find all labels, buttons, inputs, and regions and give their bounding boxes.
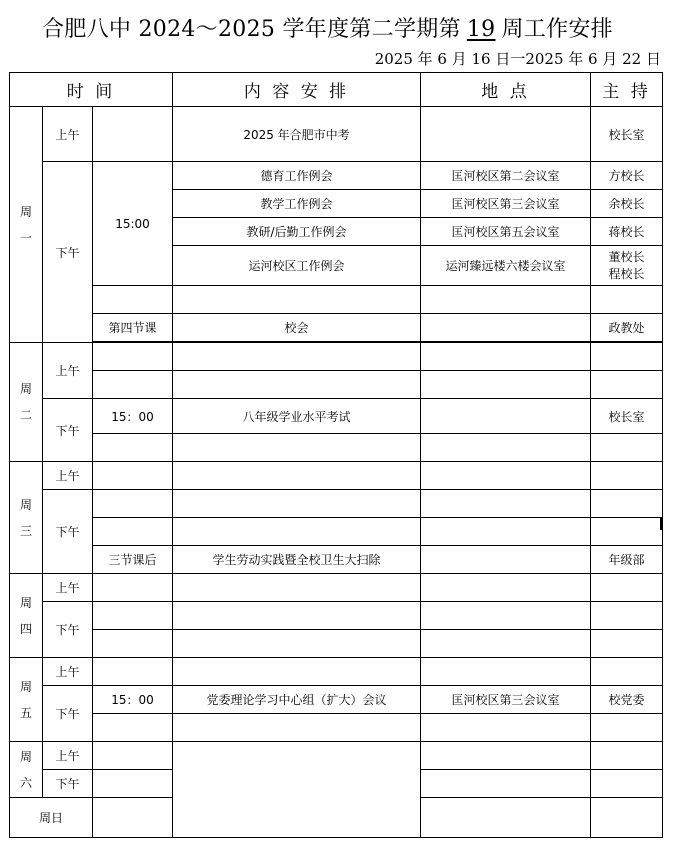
- content-cell: 教研/后勤工作例会: [173, 218, 421, 246]
- period-afternoon: 下午: [43, 490, 93, 574]
- table-row: [10, 162, 663, 190]
- table-row: [10, 314, 663, 342]
- period-morning: 上午: [43, 742, 93, 770]
- host-cell: 董校长 程校长: [591, 246, 663, 286]
- period-afternoon: 下午: [43, 162, 93, 343]
- table-row: [10, 286, 663, 314]
- period-morning: 上午: [43, 343, 93, 399]
- table-row: [10, 490, 663, 518]
- location-cell: 匡河校区第二会议室: [421, 162, 591, 190]
- title-suffix: 周工作安排: [501, 17, 613, 42]
- content-cell: 八年级学业水平考试: [173, 399, 421, 434]
- table-row: [10, 462, 663, 490]
- content-cell: 学生劳动实践暨全校卫生大扫除: [173, 546, 421, 574]
- day-saturday: 周 六: [10, 742, 43, 798]
- header-location: 地 点: [421, 73, 591, 107]
- table-row: [10, 343, 663, 371]
- table-row: [10, 742, 663, 770]
- week-number: 19: [466, 17, 496, 42]
- content-cell: 2025 年合肥市中考: [173, 107, 421, 162]
- location-cell: 匡河校区第五会议室: [421, 218, 591, 246]
- header-host: 主 持: [591, 73, 663, 107]
- host-cell: 年级部: [591, 546, 663, 574]
- day-tuesday: 周 二: [10, 343, 43, 462]
- time-cell: [93, 107, 173, 162]
- date-range: 2025 年 6 月 16 日一2025 年 6 月 22 日: [374, 50, 661, 68]
- table-row: [10, 546, 663, 574]
- content-cell: 校会: [173, 314, 421, 342]
- schedule-table: [9, 72, 663, 838]
- table-row: [10, 371, 663, 399]
- host-cell: 校党委: [591, 686, 663, 714]
- table-row: [10, 602, 663, 630]
- day-wednesday: 周 三: [10, 462, 43, 574]
- time-cell: 三节课后: [93, 546, 173, 574]
- content-cell: [173, 742, 421, 838]
- location-cell: [421, 107, 591, 162]
- table-row: [10, 658, 663, 686]
- header-row: [10, 73, 663, 107]
- location-cell: [421, 546, 591, 574]
- location-cell: 匡河校区第三会议室: [421, 686, 591, 714]
- content-cell: 运河校区工作例会: [173, 246, 421, 286]
- edge-mark: [660, 517, 663, 530]
- content-cell: 党委理论学习中心组（扩大）会议: [173, 686, 421, 714]
- time-cell: 15:00: [93, 162, 173, 286]
- location-cell: 运河臻远楼六楼会议室: [421, 246, 591, 286]
- content-cell: 教学工作例会: [173, 190, 421, 218]
- table-row: [10, 107, 663, 162]
- table-row: [10, 630, 663, 658]
- table-row: [10, 399, 663, 434]
- host-cell: 蒋校长: [591, 218, 663, 246]
- location-cell: [421, 314, 591, 342]
- day-thursday: 周 四: [10, 574, 43, 658]
- period-morning: 上午: [43, 107, 93, 162]
- period-morning: 上午: [43, 574, 93, 602]
- host-cell: [591, 286, 663, 314]
- host-cell: 政教处: [591, 314, 663, 342]
- period-afternoon: 下午: [43, 770, 93, 798]
- header-content: 内 容 安 排: [173, 73, 421, 107]
- title-prefix: 合肥八中 2024～2025 学年度第二学期第: [42, 17, 461, 42]
- period-afternoon: 下午: [43, 686, 93, 742]
- location-cell: [421, 286, 591, 314]
- location-cell: 匡河校区第三会议室: [421, 190, 591, 218]
- period-afternoon: 下午: [43, 399, 93, 462]
- host-cell: 校长室: [591, 399, 663, 434]
- header-time: 时 间: [10, 73, 173, 107]
- time-cell: 15：00: [93, 686, 173, 714]
- time-cell: 第四节课: [93, 314, 173, 342]
- day-sunday: 周日: [10, 798, 93, 838]
- time-cell: [93, 286, 173, 314]
- host-cell: 校长室: [591, 107, 663, 162]
- table-row: [10, 518, 663, 546]
- table-row: [10, 686, 663, 714]
- day-monday: 周 一: [10, 107, 43, 343]
- time-cell: 15：00: [93, 399, 173, 434]
- document-title: [42, 12, 613, 43]
- location-cell: [421, 399, 591, 434]
- table-row: [10, 434, 663, 462]
- period-afternoon: 下午: [43, 602, 93, 658]
- period-morning: 上午: [43, 658, 93, 686]
- period-morning: 上午: [43, 462, 93, 490]
- table-row: [10, 574, 663, 602]
- day-friday: 周 五: [10, 658, 43, 742]
- content-cell: [173, 286, 421, 314]
- table-row: [10, 714, 663, 742]
- host-cell: 余校长: [591, 190, 663, 218]
- content-cell: 德育工作例会: [173, 162, 421, 190]
- host-cell: 方校长: [591, 162, 663, 190]
